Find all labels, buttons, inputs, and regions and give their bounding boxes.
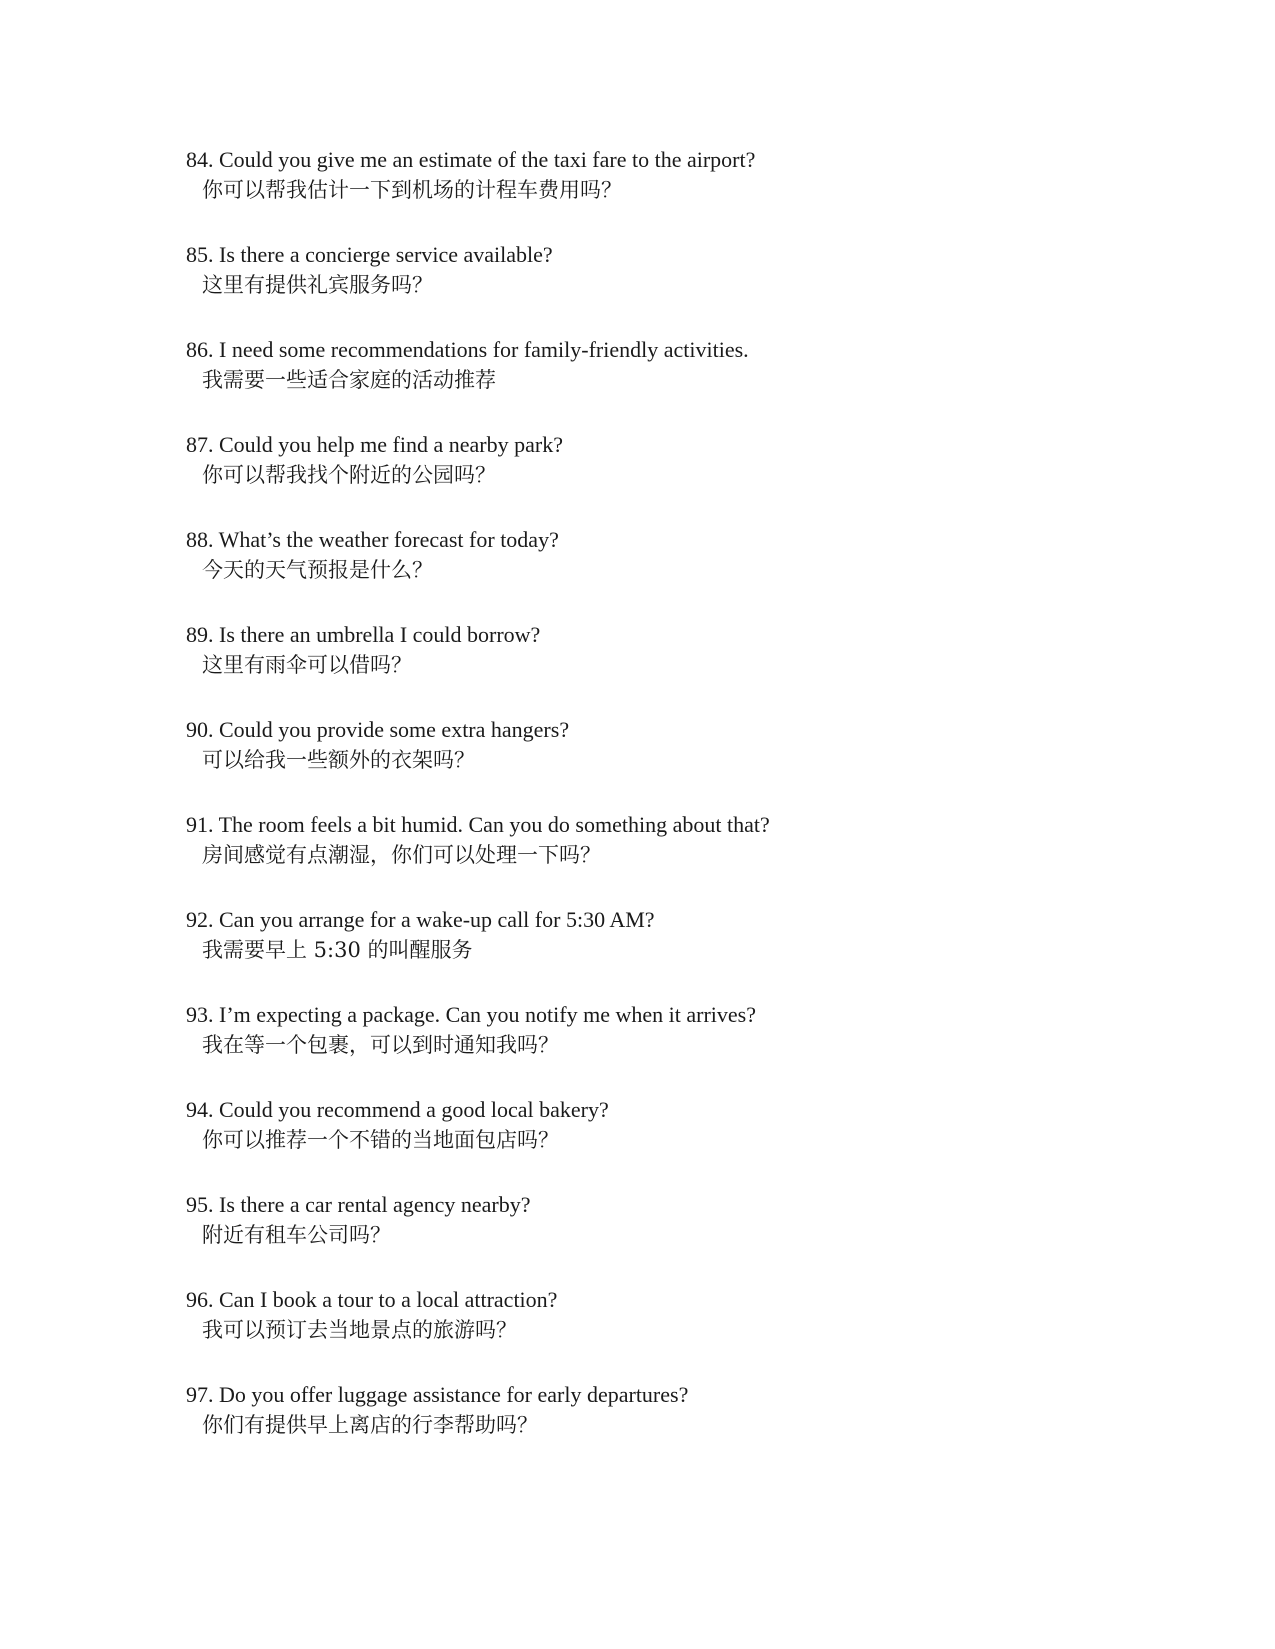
chinese-translation: 你可以帮我找个附近的公园吗？ (202, 463, 496, 487)
list-item (186, 1191, 1086, 1286)
list-item (186, 906, 1086, 1001)
chinese-translation: 可以给我一些额外的衣架吗？ (202, 748, 475, 772)
english-phrase: 87. Could you help me find a nearby park? (186, 432, 563, 457)
english-phrase: 95. Is there a car rental agency nearby? (186, 1192, 531, 1217)
list-item (186, 621, 1086, 716)
english-phrase: 97. Do you offer luggage assistance for early departures? (186, 1382, 689, 1407)
chinese-translation: 我需要一些适合家庭的活动推荐 (202, 368, 496, 392)
list-item (186, 716, 1086, 811)
english-phrase: 89. Is there an umbrella I could borrow? (186, 622, 541, 647)
list-item (186, 1381, 1086, 1476)
english-phrase: 93. I’m expecting a package. Can you notify me when it arrives? (186, 1002, 756, 1027)
list-item (186, 811, 1086, 906)
english-phrase: 90. Could you provide some extra hangers? (186, 717, 570, 742)
english-phrase: 96. Can I book a tour to a local attraction? (186, 1287, 558, 1312)
chinese-translation: 我可以预订去当地景点的旅游吗？ (202, 1318, 517, 1342)
phrase-list (186, 146, 1086, 1476)
list-item (186, 431, 1086, 526)
chinese-translation: 你们有提供早上离店的行李帮助吗？ (202, 1413, 538, 1437)
chinese-translation: 你可以帮我估计一下到机场的计程车费用吗？ (202, 178, 622, 202)
list-item (186, 241, 1086, 336)
list-item (186, 1001, 1086, 1096)
english-phrase: 84. Could you give me an estimate of the taxi fare to the airport? (186, 147, 756, 172)
english-phrase: 91. The room feels a bit humid. Can you do something about that? (186, 812, 770, 837)
chinese-translation: 房间感觉有点潮湿，你们可以处理一下吗？ (202, 843, 601, 867)
chinese-translation: 你可以推荐一个不错的当地面包店吗？ (202, 1128, 559, 1152)
chinese-translation: 今天的天气预报是什么？ (202, 558, 433, 582)
english-phrase: 94. Could you recommend a good local bakery? (186, 1097, 609, 1122)
chinese-translation: 附近有租车公司吗？ (202, 1223, 391, 1247)
english-phrase: 92. Can you arrange for a wake-up call for 5:30 AM? (186, 907, 655, 932)
list-item (186, 1096, 1086, 1191)
english-phrase: 86. I need some recommendations for family-friendly activities. (186, 337, 749, 362)
list-item (186, 146, 1086, 241)
chinese-translation: 我在等一个包裹，可以到时通知我吗？ (202, 1033, 559, 1057)
english-phrase: 88. What’s the weather forecast for today? (186, 527, 559, 552)
list-item (186, 336, 1086, 431)
chinese-translation: 这里有提供礼宾服务吗？ (202, 273, 433, 297)
list-item (186, 526, 1086, 621)
english-phrase: 85. Is there a concierge service available? (186, 242, 553, 267)
chinese-translation: 我需要早上 5:30 的叫醒服务 (202, 938, 473, 962)
list-item (186, 1286, 1086, 1381)
chinese-translation: 这里有雨伞可以借吗？ (202, 653, 412, 677)
